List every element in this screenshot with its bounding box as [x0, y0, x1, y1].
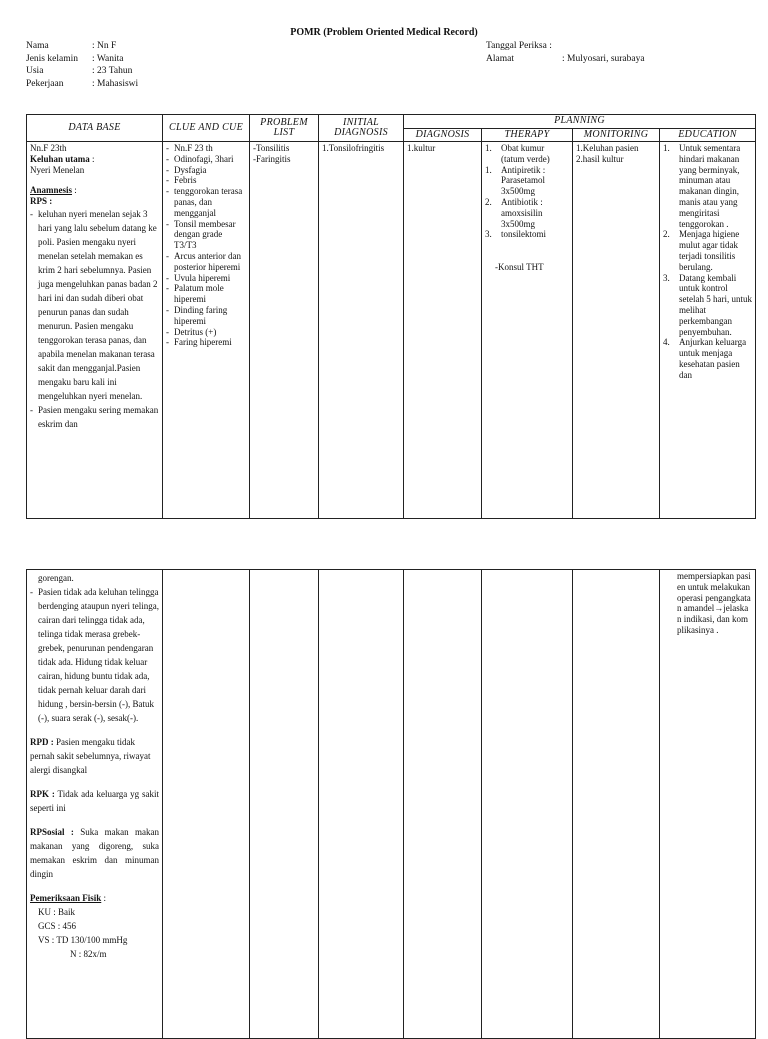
name-value: : Nn F	[92, 41, 117, 51]
header-problem-list: PROBLEM LIST	[250, 115, 319, 142]
problem-list-cell	[250, 142, 319, 519]
rp-sosial: RPSosial : Suka makan makan makanan yang digoreng, suka memakan eskrim dan minuman dingin	[30, 827, 159, 879]
initial-diagnosis-cell	[319, 142, 404, 519]
clue-item: - tenggorokan terasa panas, dan mengganjal	[166, 186, 246, 218]
occupation-value: : Mahasiswi	[92, 78, 139, 89]
exam-gcs: GCS : 456	[38, 921, 77, 931]
exam-info	[486, 40, 645, 65]
header-initial-diagnosis: INITIAL DIAGNOSIS	[319, 115, 404, 142]
therapy-konsul: -Konsul THT	[495, 262, 544, 273]
plan-diagnosis-cell-continued	[404, 570, 482, 1039]
education-cell-continued	[660, 570, 756, 1039]
date-value: :	[549, 41, 552, 51]
header-diagnosis: DIAGNOSIS	[404, 128, 482, 142]
therapy-cell-continued	[482, 570, 573, 1039]
clue-item: - Dinding faring hiperemi	[166, 305, 246, 327]
gender-label: Jenis kelamin	[26, 53, 78, 64]
initial-diagnosis-cell-continued	[319, 570, 404, 1039]
clue-item: - Febris	[166, 175, 246, 186]
database-cell	[27, 142, 163, 519]
header-education: EDUCATION	[660, 128, 756, 142]
patient-summary: Nn.F 23th	[30, 143, 67, 153]
initial-diagnosis: 1.Tonsilofringitis	[322, 143, 385, 153]
monitoring-item: 1.Keluhan pasien	[576, 143, 639, 153]
rpk: RPK : Tidak ada keluarga yg sakit seperti ini	[30, 789, 159, 813]
rps-item: - Pasien tidak ada keluhan telingga berdenging ataupun nyeri telinga, cairan dari telingga tidak ada, telinga tidak merasa grebek-grebek, penurunan pendengaran tidak ada. Hidung tidak keluar cairan, hidung buntu tidak ada, tidak pernah keluar darah dari hidung , bersin-bersin (-), Batuk (-), suara serak (-), sesak(-).	[30, 585, 159, 725]
clue-item: - Arcus anterior dan posterior hiperemi	[166, 251, 246, 273]
education-continued: mempersiapkan pasien untuk melakukan operasi pengangkatan amandel→jelaskan indikasi, dan komplikasinya .	[677, 571, 751, 635]
exam-n: N : 82x/m	[70, 949, 107, 959]
rps-continued: gorengan.	[38, 573, 74, 583]
date-label: Tanggal Periksa	[486, 41, 547, 51]
rps-item: - Pasien mengaku sering memakan eskrim dan	[30, 403, 159, 431]
problem-list-cell-continued	[250, 570, 319, 1039]
pomr-table-page1	[26, 114, 756, 519]
age-value: : 23 Tahun	[92, 66, 133, 76]
clue-item: - Dysfagia	[166, 165, 246, 176]
clue-item: - Faring hiperemi	[166, 337, 246, 348]
clue-item: - Odinofagi, 3hari	[166, 154, 246, 165]
education-cell	[660, 142, 756, 519]
clue-item: - Tonsil membesar dengan grade T3/T3	[166, 219, 246, 251]
plan-diagnosis-cell	[404, 142, 482, 519]
chief-complaint: Keluhan utama :	[30, 153, 95, 164]
education-item: 3. Datang kembali untuk kontrol setelah 5 hari, untuk melihat perkembangan penyembuhan.	[663, 272, 752, 337]
address-value: : Mulyosari, surabaya	[562, 53, 645, 64]
education-item: 2. Menjaga higiene mulut agar tidak terjadi tonsilitis berulang.	[663, 229, 740, 272]
monitoring-cell-continued	[573, 570, 660, 1039]
monitoring-item: 2.hasil kultur	[576, 153, 624, 164]
therapy-item: 2. Antibiotik : amoxsisilin 3x500mg	[485, 196, 543, 229]
therapy-item: 1. Antipiretik : Parasetamol 3x500mg	[485, 164, 546, 197]
page-title: POMR (Problem Oriented Medical Record)	[290, 27, 478, 38]
plan-diagnosis: 1.kultur	[407, 143, 436, 153]
database-cell-continued	[27, 570, 163, 1039]
education-item: 4. Anjurkan keluarga untuk menjaga kesehatan pasien dan	[663, 337, 747, 380]
occupation-label: Pekerjaan	[26, 78, 64, 89]
problem-item: -Faringitis	[253, 153, 291, 164]
header-clue-and-cue: CLUE AND CUE	[163, 115, 250, 142]
problem-item: -Tonsilitis	[253, 143, 290, 153]
physical-exam-heading: Pemeriksaan Fisik :	[30, 893, 107, 903]
pomr-table-page2	[26, 569, 756, 1039]
clue-item: - Detritus (+)	[166, 327, 246, 338]
therapy-item: 3. tonsilektomi	[485, 229, 546, 240]
name-label: Nama	[26, 41, 49, 51]
chief-complaint-value: Nyeri Menelan	[30, 164, 85, 175]
header-database: DATA BASE	[27, 115, 163, 142]
therapy-item: 1. Obat kumur (tatum verde)	[485, 143, 550, 164]
monitoring-cell	[573, 142, 660, 519]
education-item: 1. Untuk sementara hindari makanan yang berminyak, minuman atau makanan dingin, manis atau yang mengiritasi tenggorokan .	[663, 143, 741, 229]
rpd: RPD : Pasien mengaku tidak pernah sakit sebelumnya, riwayat alergi disangkal	[30, 737, 151, 775]
clue-item: - Uvula hiperemi	[166, 273, 246, 284]
clue-cell-continued	[163, 570, 250, 1039]
anamnesis-heading: Anamnesis :	[30, 185, 77, 196]
clue-cell	[163, 142, 250, 519]
exam-ku: KU : Baik	[38, 907, 75, 917]
address-label: Alamat	[486, 53, 514, 64]
clue-item: - Nn.F 23 th	[166, 143, 246, 154]
age-label: Usia	[26, 66, 44, 76]
clue-item: - Palatum mole hiperemi	[166, 283, 246, 305]
header-monitoring: MONITORING	[573, 128, 660, 142]
header-therapy: THERAPY	[482, 128, 573, 142]
gender-value: : Wanita	[92, 53, 124, 64]
exam-vs: VS : TD 130/100 mmHg	[38, 935, 128, 945]
header-planning: PLANNING	[404, 115, 756, 129]
rps-item: - keluhan nyeri menelan sejak 3 hari yang lalu sebelum datang ke poli. Pasien mengaku nyeri menelan setelah memakan es krim 2 hari sebelumnya. Pasien juga mengeluhkan panas badan 2 hari ini dan sudah diberi obat penurun panas dan sudah menurun. Pasien mengaku tenggorokan terasa panas, dan apabila menelan makanan terasa sakit dan mengganjal.Pasien mengaku baru kali ini mengeluhkan nyeri menelan.	[30, 207, 159, 403]
therapy-cell	[482, 142, 573, 519]
rps-heading: RPS :	[30, 196, 53, 207]
patient-info	[26, 40, 138, 90]
